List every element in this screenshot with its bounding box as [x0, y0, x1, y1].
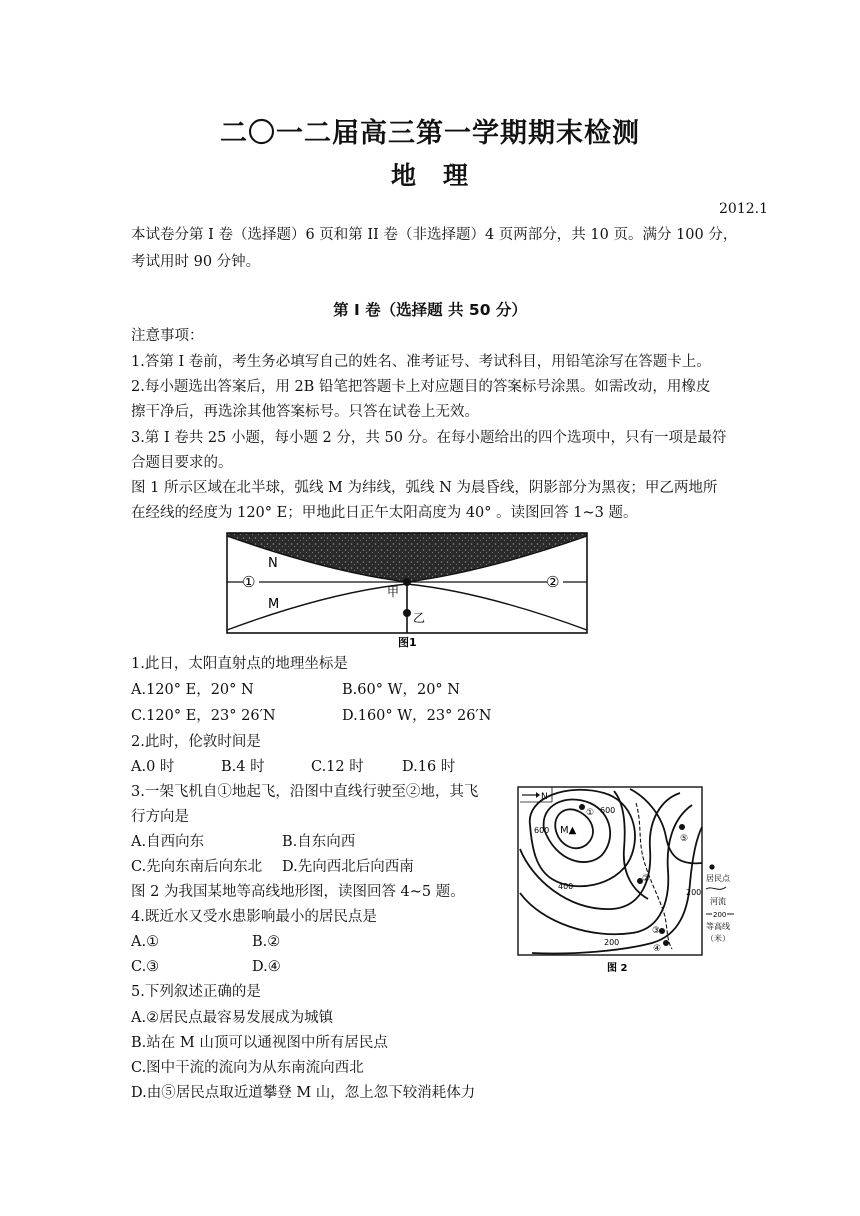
q4-option-a[interactable]: A.①	[131, 934, 160, 950]
notes-heading: 注意事项：	[131, 328, 204, 344]
point-yi	[403, 609, 411, 617]
legend-settlement: 居民点	[706, 874, 730, 883]
peak-M: M▲	[560, 825, 577, 836]
q1-option-b[interactable]: B.60° W，20° N	[342, 682, 460, 698]
q2-option-c[interactable]: C.12 时	[311, 759, 364, 775]
night-shade	[227, 533, 587, 582]
q2-stem: 2.此时，伦敦时间是	[131, 734, 261, 750]
legend-contour-value: 200	[713, 911, 727, 919]
note-line-5: 合题目要求的。	[131, 455, 233, 471]
legend-river: 河流	[710, 897, 726, 906]
contour-label-600-a: 600	[600, 806, 616, 815]
legend-contour: 等高线	[706, 922, 730, 931]
q4-option-d[interactable]: D.④	[252, 959, 281, 975]
q1-option-c[interactable]: C.120° E，23° 26′N	[131, 708, 276, 724]
settlement-4: ④	[653, 944, 662, 954]
q5-stem: 5.下列叙述正确的是	[131, 984, 261, 1000]
q1-option-d[interactable]: D.160° W，23° 26′N	[342, 708, 492, 724]
q4-option-b[interactable]: B.②	[252, 934, 281, 950]
figure-2	[512, 783, 742, 978]
label-2: ②	[546, 573, 560, 591]
label-N: N	[268, 556, 278, 571]
note-line-1: 1.答第 I 卷前，考生务必填写自己的姓名、准考证号、考试科目，用铅笔涂写在答题卡上。	[131, 354, 711, 370]
q2-option-a[interactable]: A.0 时	[131, 759, 175, 775]
q2-option-b[interactable]: B.4 时	[221, 759, 265, 775]
q1-stem: 1.此日，太阳直射点的地理坐标是	[131, 656, 348, 672]
intro-line-2: 考试用时 90 分钟。	[131, 254, 261, 270]
q5-option-a[interactable]: A.②居民点最容易发展成为城镇	[131, 1010, 334, 1026]
subject-title: 地 理	[390, 161, 469, 190]
q3-stem-2: 行方向是	[131, 809, 189, 825]
q5-option-c[interactable]: C.图中干流的流向为从东南流向西北	[131, 1060, 364, 1076]
q4-stem: 4.既近水又受水患影响最小的居民点是	[131, 909, 377, 925]
north-label: N	[541, 792, 548, 802]
settlement-3: ③	[652, 926, 661, 936]
q5-option-b[interactable]: B.站在 M 山顶可以通视图中所有居民点	[131, 1035, 388, 1051]
fig1-intro-line-2: 在经线的经度为 120° E；甲地此日正午太阳高度为 40° 。读图回答 1~3 题。	[131, 505, 638, 521]
contour-label-200-b: 200	[686, 888, 702, 897]
figure-1-caption: 图1	[398, 636, 417, 649]
q4-option-c[interactable]: C.③	[131, 959, 160, 975]
intro-line-1: 本试卷分第 I 卷（选择题）6 页和第 II 卷（非选择题）4 页两部分，共 10 页。满分 100 分，	[131, 227, 738, 243]
section-title: 第 I 卷（选择题 共 50 分）	[333, 301, 527, 319]
q3-option-d[interactable]: D.先向西北后向西南	[282, 859, 414, 875]
figure-2-legend	[706, 864, 734, 943]
label-yi: 乙	[413, 611, 426, 625]
settlement-2: ②	[642, 874, 651, 884]
legend-unit: （米）	[706, 934, 730, 943]
contour-label-600-b: 600	[534, 826, 550, 835]
note-line-2: 2.每小题选出答案后，用 2B 铅笔把答题卡上对应题目的答案标号涂黑。如需改动，用橡皮	[131, 379, 711, 395]
q2-option-d[interactable]: D.16 时	[402, 759, 456, 775]
contour-label-400: 400	[558, 882, 574, 891]
exam-date: 2012.1	[719, 201, 768, 217]
fig1-intro-line-1: 图 1 所示区域在北半球，弧线 M 为纬线，弧线 N 为晨昏线，阴影部分为黑夜；甲乙两地所	[131, 480, 718, 496]
settlement-5: ⑤	[680, 834, 689, 844]
label-jia: 甲	[387, 585, 400, 599]
fig2-intro: 图 2 为我国某地等高线地形图，读图回答 4~5 题。	[131, 884, 465, 900]
note-line-4: 3.第 I 卷共 25 小题，每小题 2 分，共 50 分。在每小题给出的四个选项中，只有一项是最符	[131, 430, 727, 446]
q3-option-a[interactable]: A.自西向东	[131, 834, 205, 850]
figure-2-caption: 图 2	[607, 963, 628, 974]
q3-stem-1: 3.一架飞机自①地起飞，沿图中直线行驶至②地，其飞	[131, 784, 479, 800]
q5-option-d[interactable]: D.由⑤居民点取近道攀登 M 山，忽上忽下较消耗体力	[131, 1085, 476, 1101]
figure-1	[224, 530, 590, 652]
exam-title: 二〇一二届高三第一学期期末检测	[220, 118, 640, 149]
q3-option-c[interactable]: C.先向东南后向东北	[131, 859, 263, 875]
label-1: ①	[242, 573, 256, 591]
q3-option-b[interactable]: B.自东向西	[282, 834, 356, 850]
point-jia	[403, 578, 411, 586]
contour-label-200-a: 200	[604, 938, 620, 947]
note-line-3: 擦干净后，再选涂其他答案标号。只答在试卷上无效。	[131, 404, 479, 420]
label-M: M	[268, 597, 280, 612]
q1-option-a[interactable]: A.120° E，20° N	[131, 682, 254, 698]
settlement-1: ①	[586, 808, 595, 818]
